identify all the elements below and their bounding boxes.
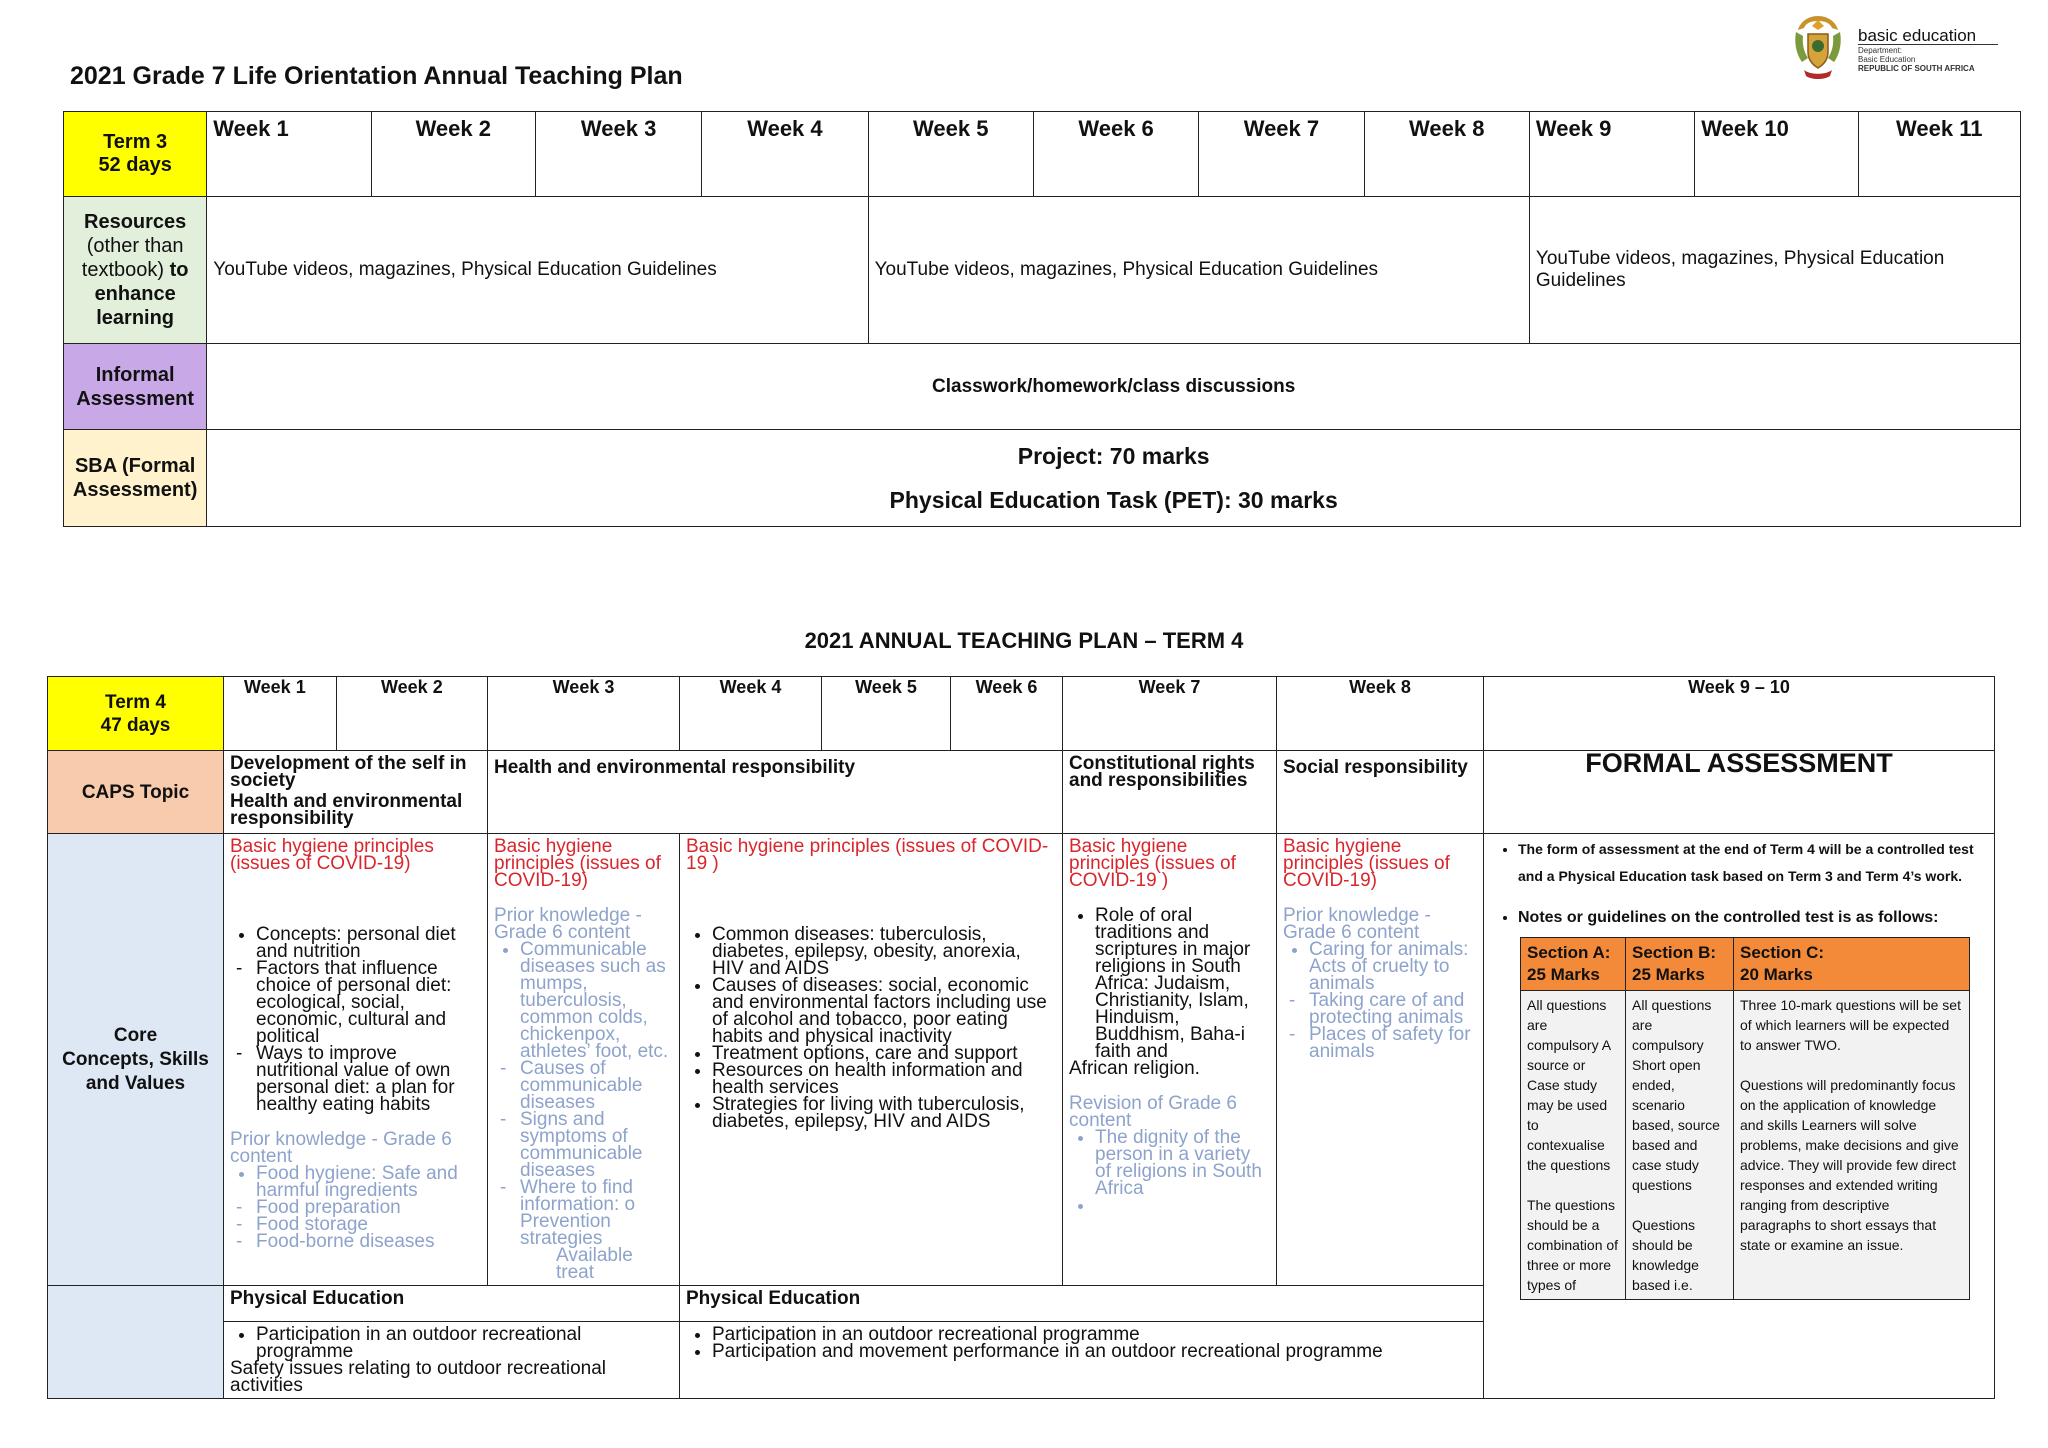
section-c-header: Section C: 20 Marks — [1734, 938, 1970, 991]
term3-week-11: Week 11 — [1858, 112, 2020, 197]
sba-label: SBA (Formal Assessment) — [64, 430, 207, 527]
term3-week-7: Week 7 — [1199, 112, 1364, 197]
section-b-text: All questions are compulsory Short open ended, scenario based, source based and case study questions Questions should be knowledge based i.e. — [1626, 991, 1734, 1300]
term3-label: Term 3 52 days — [64, 112, 207, 197]
pe-weeks-4-8: • Participation in an outdoor recreational programme • Participation and movement performance in an outdoor recreational programme — [680, 1322, 1484, 1399]
caps-topic-weeks-1-2: Development of the self in society Health and environmental responsibility — [224, 751, 488, 834]
term3-week-6: Week 6 — [1033, 112, 1198, 197]
informal-assessment-text: Classwork/homework/class discussions — [207, 344, 2021, 430]
term3-week-4: Week 4 — [702, 112, 868, 197]
term4-week-3: Week 3 — [488, 677, 680, 751]
resources-block-3: YouTube videos, magazines, Physical Education Guidelines — [1529, 197, 2020, 344]
section-c-text: Three 10-mark questions will be set of which learners will be expected to answer TWO. Questions will predominantly focus on the application of knowledge and skills Learners will solve problems, make decisions and give advice. They will provide few direct responses and extended writing ranging from descriptive paragraphs to short essays that state or examine an issue. — [1734, 991, 1970, 1300]
resources-label: Resources (other than textbook) to enhance learning — [64, 197, 207, 344]
term4-title: 2021 ANNUAL TEACHING PLAN – TERM 4 — [804, 628, 1244, 653]
core-concepts-label: Core Concepts, Skills and Values — [48, 834, 224, 1286]
term3-week-5: Week 5 — [868, 112, 1033, 197]
term3-table — [63, 111, 2021, 527]
core-week-3: Basic hygiene principles (issues of COVID-19) Prior knowledge - Grade 6 content • Communicable diseases such as mumps, tuberculosis, common colds, chickenpox, athletes’ foot, etc. - Causes of communicable diseases - Signs and symptoms of communicable diseases - Where to find information: o Prevention strategies Available treat — [488, 834, 680, 1286]
term3-week-8: Week 8 — [1364, 112, 1529, 197]
term4-week-9-10: Week 9 – 10 — [1484, 677, 1995, 751]
core-week-8: Basic hygiene principles (issues of COVID-19) Prior knowledge - Grade 6 content • Caring for animals: Acts of cruelty to animals - Taking care of and protecting animals - Places of safety for animals — [1277, 834, 1484, 1286]
formal-assessment-details: • The form of assessment at the end of Term 4 will be a controlled test and a Physical Education task based on Term 3 and Term 4’s work. • Notes or guidelines on the controlled test is as follows: Section A: 25 Marks Section B: 25 Marks Section C: 20 Marks All questions are compulsory A source or Case study may be used to contexualise the questions The questions should be a combination of three or more types of All questions are compulsory Short open ended, scenario based, source based and case study questions Questions should be knowledge based i.e. Three 10-mark questions will be set of which learners will be expected to answer TWO. Questions will predominantly focus on the application of knowledge and skills Learners will solve problems, make decisions and give advice. They will provide few direct responses and extended writing ranging from descriptive paragraphs to short essays that state or examine an issue. — [1484, 834, 1995, 1399]
core-weeks-1-2: Basic hygiene principles (issues of COVID-19) • Concepts: personal diet and nutrition - Factors that influence choice of personal diet: ecological, social, economic, cultural and political - Ways to improve nutritional value of own personal diet: a plan for healthy eating habits Prior knowledge - Grade 6 content • Food hygiene: Safe and harmful ingredients - Food preparation - Food storage - Food-borne diseases — [224, 834, 488, 1286]
term4-week-7: Week 7 — [1063, 677, 1277, 751]
formal-assessment-heading: FORMAL ASSESSMENT — [1484, 751, 1995, 834]
section-a-header: Section A: 25 Marks — [1521, 938, 1626, 991]
pe-label-2: Physical Education — [680, 1286, 1484, 1322]
informal-assessment-label: Informal Assessment — [64, 344, 207, 430]
coat-of-arms-icon — [1790, 12, 1846, 84]
term3-week-3: Week 3 — [535, 112, 701, 197]
resources-block-2: YouTube videos, magazines, Physical Education Guidelines — [868, 197, 1529, 344]
logo-name: basic education — [1858, 26, 1977, 45]
logo-divider — [1858, 44, 1998, 45]
term4-week-5: Week 5 — [822, 677, 951, 751]
department-logo — [1790, 12, 2010, 87]
caps-topic-week-7: Constitutional rights and responsibilities — [1063, 751, 1277, 834]
core-week-7: Basic hygiene principles (issues of COVID-19 ) • Role of oral traditions and scriptures in major religions in South Africa: Judaism, Christianity, Islam, Hinduism, Buddhism, Baha-i faith and African religion. Revision of Grade 6 content • The dignity of the person in a variety of religions in South Africa • — [1063, 834, 1277, 1286]
page-title: 2021 Grade 7 Life Orientation Annual Teaching Plan — [70, 62, 683, 90]
core-weeks-4-6: Basic hygiene principles (issues of COVID-19 ) • Common diseases: tuberculosis, diabetes, epilepsy, obesity, anorexia, HIV and AIDS • Causes of diseases: social, economic and environmental factors including use of alcohol and tobacco, poor eating habits and physical inactivity • Treatment options, care and support • Resources on health information and health services • Strategies for living with tuberculosis, diabetes, epilepsy, HIV and AIDS — [680, 834, 1063, 1286]
term3-week-1: Week 1 — [207, 112, 371, 197]
term4-week-2: Week 2 — [337, 677, 488, 751]
pe-label-1: Physical Education — [224, 1286, 680, 1322]
sba-text: Project: 70 marks Physical Education Task (PET): 30 marks — [207, 430, 2021, 527]
core-label-continued — [48, 1286, 224, 1399]
caps-topic-week-8: Social responsibility — [1277, 751, 1484, 834]
section-b-header: Section B: 25 Marks — [1626, 938, 1734, 991]
term3-week-10: Week 10 — [1695, 112, 1858, 197]
term4-label: Term 4 47 days — [48, 677, 224, 751]
controlled-test-sections — [1520, 937, 1970, 1300]
pe-weeks-1-3: • Participation in an outdoor recreational programme Safety issues relating to outdoor recreational activities — [224, 1322, 680, 1399]
resources-block-1: YouTube videos, magazines, Physical Education Guidelines — [207, 197, 868, 344]
caps-topic-label: CAPS Topic — [48, 751, 224, 834]
term3-week-2: Week 2 — [371, 112, 535, 197]
term4-week-4: Week 4 — [680, 677, 822, 751]
term4-table — [47, 676, 1995, 1399]
caps-topic-weeks-3-6: Health and environmental responsibility — [488, 751, 1063, 834]
term4-week-8: Week 8 — [1277, 677, 1484, 751]
logo-subtitle: Department: Basic Education REPUBLIC OF SOUTH AFRICA — [1858, 46, 1975, 73]
term4-week-1: Week 1 — [224, 677, 337, 751]
term4-week-6: Week 6 — [951, 677, 1063, 751]
section-a-text: All questions are compulsory A source or Case study may be used to contexualise the questions The questions should be a combination of three or more types of — [1521, 991, 1626, 1300]
term3-week-9: Week 9 — [1529, 112, 1694, 197]
